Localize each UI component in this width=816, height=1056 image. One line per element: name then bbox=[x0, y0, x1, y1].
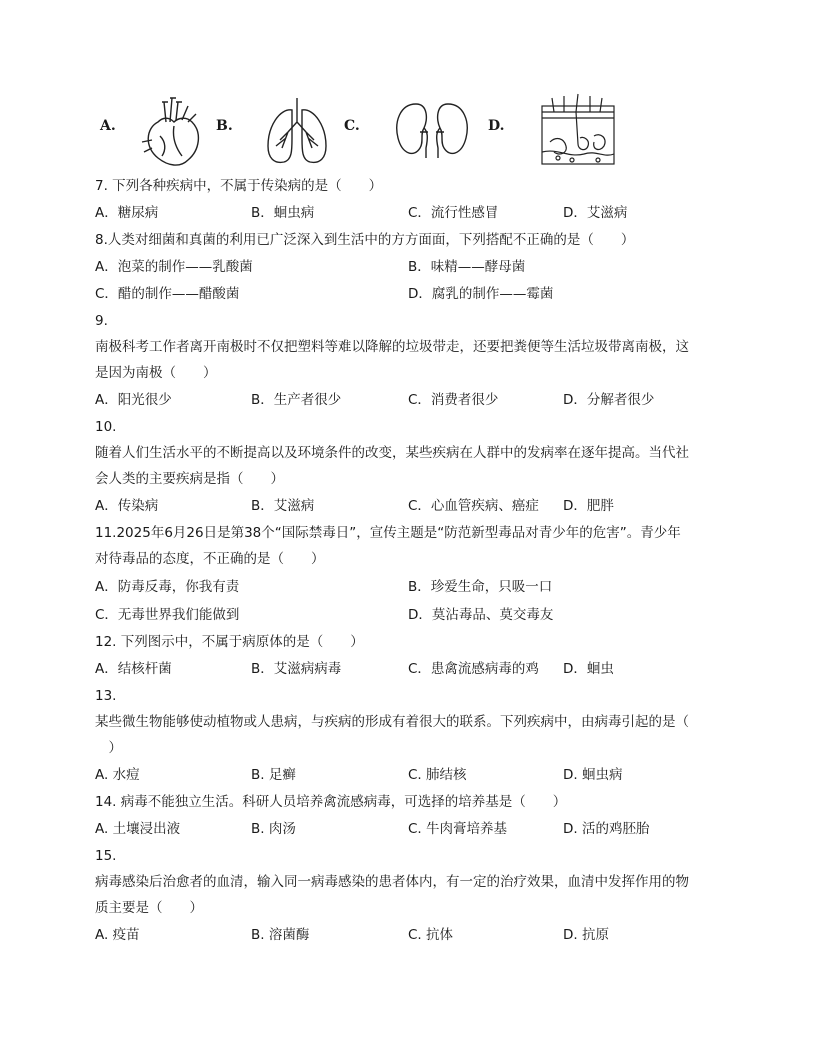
organ-figure-row bbox=[96, 92, 736, 172]
question-13-option-d[interactable]: D. 蛔虫病 bbox=[563, 767, 623, 783]
question-14-option-b[interactable]: B. 肉汤 bbox=[251, 821, 296, 837]
question-8-stem: 8.人类对细菌和真菌的利用已广泛深入到生活中的方方面面，下列搭配不正确的是（ ） bbox=[95, 232, 635, 248]
question-8-option-b[interactable]: B．味精——酵母菌 bbox=[408, 259, 526, 275]
question-10-number: 10. bbox=[95, 419, 117, 435]
question-12-option-d[interactable]: D．蛔虫 bbox=[563, 661, 614, 677]
question-10-stem-line-1: 随着人们生活水平的不断提高以及环境条件的改变，某些疾病在人群中的发病率在逐年提高。当代社 bbox=[95, 445, 689, 461]
question-12-option-c[interactable]: C．患禽流感病毒的鸡 bbox=[408, 661, 539, 677]
question-11-option-a[interactable]: A．防毒反毒，你我有责 bbox=[95, 579, 240, 595]
question-11-option-b[interactable]: B．珍爱生命，只吸一口 bbox=[408, 579, 553, 595]
question-13-option-a[interactable]: A. 水痘 bbox=[95, 767, 140, 783]
question-9-option-a[interactable]: A．阳光很少 bbox=[95, 392, 172, 408]
question-8-option-a[interactable]: A．泡菜的制作——乳酸菌 bbox=[95, 259, 253, 275]
question-14-option-c[interactable]: C. 牛肉膏培养基 bbox=[408, 821, 508, 837]
question-7-option-a[interactable]: A．糖尿病 bbox=[95, 205, 159, 221]
question-15-option-c[interactable]: C. 抗体 bbox=[408, 927, 454, 943]
question-7-option-c[interactable]: C．流行性感冒 bbox=[408, 205, 499, 221]
question-12-option-a[interactable]: A．结核杆菌 bbox=[95, 661, 172, 677]
question-9-stem-line-2: 是因为南极（ ） bbox=[95, 365, 217, 381]
question-11-option-c[interactable]: C．无毒世界我们能做到 bbox=[95, 607, 240, 623]
question-14-option-a[interactable]: A. 土壤浸出液 bbox=[95, 821, 181, 837]
question-15-number: 15. bbox=[95, 848, 117, 864]
question-10-option-b[interactable]: B．艾滋病 bbox=[251, 498, 315, 514]
kidneys-icon bbox=[392, 92, 472, 172]
skin-section-icon bbox=[538, 92, 618, 168]
question-13-stem-line-1: 某些微生物能够使动植物或人患病，与疾病的形成有着很大的联系。下列疾病中，由病毒引起的是（ bbox=[95, 714, 689, 730]
figure-label-c: C. bbox=[344, 118, 360, 134]
question-13-option-c[interactable]: C. 肺结核 bbox=[408, 767, 467, 783]
question-9-option-c[interactable]: C．消费者很少 bbox=[408, 392, 499, 408]
figure-label-b: B. bbox=[216, 118, 233, 134]
question-11-option-d[interactable]: D．莫沾毒品、莫交毒友 bbox=[408, 607, 554, 623]
question-8-option-c[interactable]: C．醋的制作——醋酸菌 bbox=[95, 286, 240, 302]
question-9-number: 9. bbox=[95, 313, 108, 329]
question-14-option-d[interactable]: D. 活的鸡胚胎 bbox=[563, 821, 650, 837]
question-7-option-b[interactable]: B．蛔虫病 bbox=[251, 205, 315, 221]
question-7-option-d[interactable]: D．艾滋病 bbox=[563, 205, 628, 221]
question-15-stem-line-2: 质主要是（ ） bbox=[95, 900, 203, 916]
question-15-option-b[interactable]: B. 溶菌酶 bbox=[251, 927, 310, 943]
question-11-stem-line-1: 11.2025年6月26日是第38个“国际禁毒日”，宣传主题是“防范新型毒品对青少年的危害”。青少年 bbox=[95, 525, 681, 541]
question-12-option-b[interactable]: B．艾滋病病毒 bbox=[251, 661, 342, 677]
figure-label-d: D. bbox=[488, 118, 505, 134]
question-15-stem-line-1: 病毒感染后治愈者的血清，输入同一病毒感染的患者体内，有一定的治疗效果，血清中发挥作用的物 bbox=[95, 874, 689, 890]
question-13-option-b[interactable]: B. 足癣 bbox=[251, 767, 296, 783]
question-9-option-d[interactable]: D．分解者很少 bbox=[563, 392, 655, 408]
question-10-stem-line-2: 会人类的主要疾病是指（ ） bbox=[95, 471, 284, 487]
question-7-stem: 7. 下列各种疾病中，不属于传染病的是（ ） bbox=[95, 178, 383, 194]
question-15-option-d[interactable]: D. 抗原 bbox=[563, 927, 609, 943]
question-9-stem-line-1: 南极科考工作者离开南极时不仅把塑料等难以降解的垃圾带走，还要把粪便等生活垃圾带离南极，这 bbox=[95, 339, 689, 355]
question-13-stem-line-2: ） bbox=[95, 740, 122, 756]
question-12-stem: 12. 下列图示中，不属于病原体的是（ ） bbox=[95, 634, 364, 650]
question-13-number: 13. bbox=[95, 688, 117, 704]
question-10-option-c[interactable]: C．心血管疾病、癌症 bbox=[408, 498, 539, 514]
figure-label-a: A. bbox=[100, 118, 116, 134]
question-9-option-b[interactable]: B．生产者很少 bbox=[251, 392, 342, 408]
lungs-icon bbox=[262, 92, 332, 172]
question-11-stem-line-2: 对待毒品的态度，不正确的是（ ） bbox=[95, 551, 325, 567]
question-10-option-a[interactable]: A．传染病 bbox=[95, 498, 159, 514]
question-14-stem: 14. 病毒不能独立生活。科研人员培养禽流感病毒，可选择的培养基是（ ） bbox=[95, 794, 567, 810]
question-10-option-d[interactable]: D．肥胖 bbox=[563, 498, 614, 514]
question-15-option-a[interactable]: A. 疫苗 bbox=[95, 927, 140, 943]
heart-icon bbox=[136, 92, 216, 172]
question-8-option-d[interactable]: D．腐乳的制作——霉菌 bbox=[408, 286, 554, 302]
